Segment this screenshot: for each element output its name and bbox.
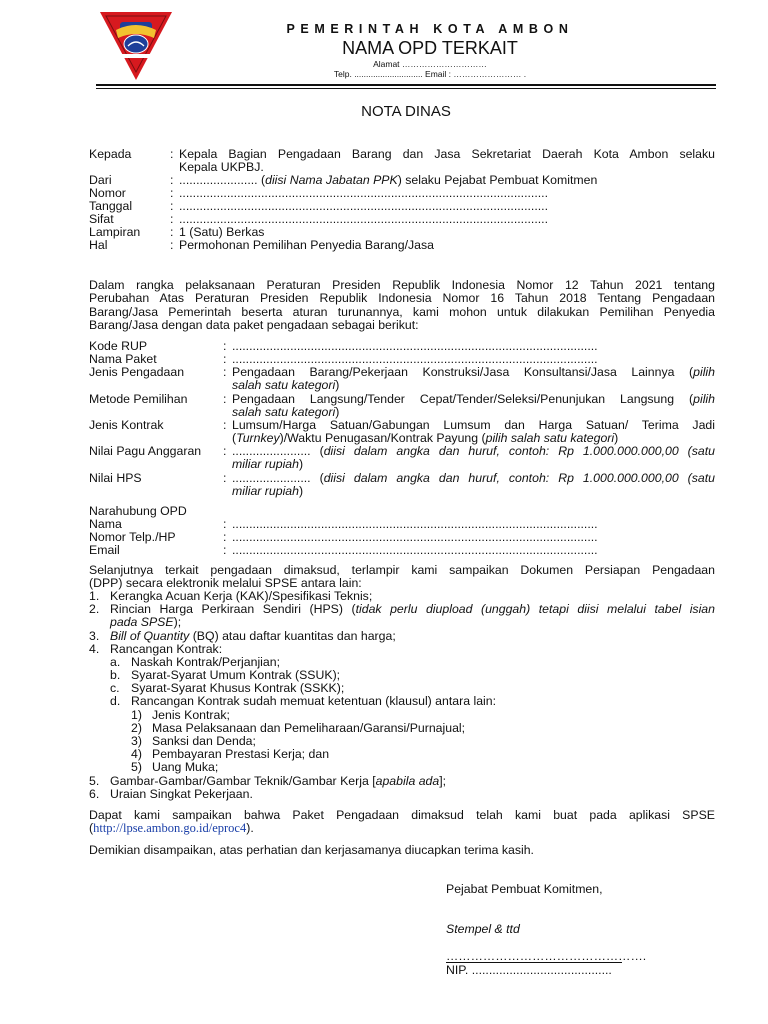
dari-dots: ....................... (179, 173, 258, 187)
item-5: Gambar-Gambar/Gambar Teknik/Gambar Kerja [apabila ada]; (110, 774, 447, 788)
turnkey-text: Turnkey (236, 431, 280, 445)
signer-name-line: …………………………………………. (446, 949, 647, 963)
jenis-kontrak-value: Lumsum/Harga Satuan/Gabungan Lumsum dan Harga Satuan/ Terima Jadi (232, 418, 715, 432)
dari-rest: selaku Pejabat Pembuat Komitmen (405, 173, 598, 187)
signer-title: Pejabat Pembuat Komitmen, (446, 882, 603, 896)
kepada-value: Kepala Bagian Pengadaan Barang dan Jasa Sekretariat Daerah Kota Ambon selaku (179, 147, 715, 161)
colon: : (170, 186, 174, 200)
header-rule-thick (96, 84, 716, 86)
intro-paragraph (89, 279, 715, 333)
telp-dots: ........................................................................................................... (232, 530, 598, 544)
item-4d: Rancangan Kontrak sudah memuat ketentuan (klausul) antara lain: (131, 694, 497, 708)
header-rule-thin (96, 88, 716, 89)
jenis-pengadaan-hint: pilih (693, 365, 715, 379)
dari-hint: diisi Nama Jabatan PPK (265, 173, 398, 187)
kepada-label: Kepada (89, 147, 132, 161)
pagu-dots: ....................... (232, 444, 311, 458)
thanks-line: Demikian disampaikan, atas perhatian dan kerjasamanya diucapkan terima kasih. (89, 843, 534, 857)
nama-paket-label: Nama Paket (89, 352, 157, 366)
colon: : (223, 444, 227, 458)
item-4d4: Pembayaran Prestasi Kerja; dan (152, 747, 330, 761)
intro-line: Barang/Jasa dengan data paket pengadaan sebagai berikut: (89, 318, 419, 333)
pagu-value: ....................... (diisi dalam angka dan huruf, contoh: Rp 1.000.000.000,00 (satu (232, 444, 715, 458)
sub-letter: b. (110, 668, 121, 682)
item-number: 2. (89, 602, 100, 616)
lampiran-label: Lampiran (89, 225, 141, 239)
sub-number: 1) (131, 708, 142, 722)
hal-value: Permohonan Pemilihan Penyedia Barang/Jasa (179, 238, 434, 252)
jenis-kontrak-cont: (Turnkey)/Waktu Penugasan/Kontrak Payung (pilih salah satu kategori) (232, 431, 619, 445)
colon: : (170, 238, 174, 252)
item-number: 3. (89, 629, 100, 643)
item-3-text: (BQ) atau daftar kuantitas dan harga; (189, 629, 396, 643)
hps-hint-cont: miliar rupiah (232, 484, 299, 498)
document-title: NOTA DINAS (361, 103, 451, 120)
sub-letter: c. (110, 681, 120, 695)
nomor-dots: ............................................................................................................ (179, 186, 548, 200)
nama-paket-dots: ........................................................................................................... (232, 352, 598, 366)
sub-number: 2) (131, 721, 142, 735)
narahubung-label: Narahubung OPD (89, 504, 187, 518)
pagu-hint: diisi dalam angka dan huruf, contoh: Rp 1.000.000.000,00 (satu (323, 444, 715, 458)
hps-label: Nilai HPS (89, 471, 142, 485)
colon: : (223, 530, 227, 544)
tanggal-dots: ............................................................................................................ (179, 199, 548, 213)
metode-text: Pengadaan Langsung/Tender Cepat/Tender/Seleksi/Penunjukan Langsung ( (232, 392, 694, 406)
item-2 (110, 603, 715, 616)
item-4d5: Uang Muka; (152, 760, 219, 774)
item-5-hint: apabila ada (375, 774, 440, 788)
documents-intro-line: (DPP) secara elektronik melalui SPSE antara lain: (89, 576, 362, 591)
item-number: 1. (89, 589, 100, 603)
item-4d2: Masa Pelaksanaan dan Pemeliharaan/Garansi/Purnajual; (152, 721, 466, 735)
sub-letter: d. (110, 694, 121, 708)
stamp-note: Stempel & ttd (446, 922, 520, 936)
item-4d1: Jenis Kontrak; (152, 708, 230, 722)
address-line: Alamat ………………………… (373, 59, 487, 69)
colon: : (170, 212, 174, 226)
item-6: Uraian Singkat Pekerjaan. (110, 787, 253, 801)
sub-number: 4) (131, 747, 142, 761)
government-name: PEMERINTAH KOTA AMBON (286, 22, 574, 36)
jenis-pengadaan-hint-cont: salah satu kategori (232, 378, 336, 392)
intro-line: Barang/Jasa Pemerintah beserta aturan turunannya, kami mohon untuk dilakukan Pemilihan Penyedia (89, 304, 715, 319)
email-dots: ........................................................................................................... (232, 543, 598, 557)
kepada-value-cont: Kepala UKPBJ. (179, 160, 264, 174)
item-5-text: Gambar-Gambar/Gambar Teknik/Gambar Kerja [ (110, 774, 376, 788)
documents-intro-line: Selanjutnya terkait pengadaan dimaksud, terlampir kami sampaikan Dokumen Persiapan Pengadaan (89, 563, 715, 577)
telp-label: Nomor Telp./HP (89, 530, 176, 544)
item-4d3: Sanksi dan Denda; (152, 734, 256, 748)
colon: : (223, 339, 227, 353)
pemkot-ambon-emblem (96, 8, 176, 84)
item-2-hint-cont: pada SPSE (110, 615, 174, 629)
lampiran-value: 1 (Satu) Berkas (179, 225, 265, 239)
sub-number: 3) (131, 734, 142, 748)
colon: : (223, 471, 227, 485)
item-2-hint: tidak perlu diupload (unggah) tetapi diisi melalui tabel isian (355, 602, 715, 616)
sifat-label: Sifat (89, 212, 114, 226)
metode-label: Metode Pemilihan (89, 392, 188, 406)
spse-line: Dapat kami sampaikan bahwa Paket Pengadaan dimaksud telah kami buat pada aplikasi SPSE (89, 808, 715, 822)
sub-number: 5) (131, 760, 142, 774)
nomor-label: Nomor (89, 186, 126, 200)
jenis-kontrak-text: )/Waktu Penugasan/Kontrak Payung ( (279, 431, 486, 445)
jenis-pengadaan-cont: salah satu kategori) (232, 378, 340, 392)
telp-email-line: Telp. ............................. Email : …………………… . (333, 69, 527, 79)
jenis-kontrak-hint: pilih salah satu kategori (485, 431, 615, 445)
colon: : (170, 225, 174, 239)
dari-label: Dari (89, 173, 112, 187)
intro-line: Perubahan Atas Peraturan Presiden Republik Indonesia Nomor 16 Tahun 2018 Tentang Pengadaan (89, 291, 715, 306)
hps-hint: diisi dalam angka dan huruf, contoh: Rp 1.000.000.000,00 (satu (323, 471, 715, 485)
signer-nip: NIP. ......................................... (446, 963, 612, 977)
spse-link[interactable]: http://lpse.ambon.go.id/eproc4 (93, 821, 247, 835)
nama-label: Nama (89, 517, 122, 531)
colon: : (223, 392, 227, 406)
dari-value: ....................... (diisi Nama Jabatan PPK) selaku Pejabat Pembuat Komitmen (179, 173, 598, 187)
documents-intro (89, 564, 715, 591)
item-number: 5. (89, 774, 100, 788)
colon: : (170, 173, 174, 187)
metode-hint: pilih (693, 392, 715, 406)
sub-letter: a. (110, 655, 121, 669)
hps-cont: miliar rupiah) (232, 484, 304, 498)
pagu-label: Nilai Pagu Anggaran (89, 444, 202, 458)
item-2-text: Rincian Harga Perkiraan Sendiri (HPS) ( (110, 602, 356, 616)
opd-name: NAMA OPD TERKAIT (342, 38, 518, 58)
item-2-cont: pada SPSE); (110, 615, 182, 629)
item-number: 4. (89, 642, 100, 656)
intro-line: Dalam rangka pelaksanaan Peraturan Presiden Republik Indonesia Nomor 12 Tahun 2021 tentang (89, 278, 715, 292)
hps-dots: ....................... (232, 471, 311, 485)
colon: : (223, 352, 227, 366)
sifat-dots: ............................................................................................................ (179, 212, 548, 226)
tanggal-label: Tanggal (89, 199, 133, 213)
kode-rup-label: Kode RUP (89, 339, 148, 353)
item-4a: Naskah Kontrak/Perjanjian; (131, 655, 281, 669)
nama-dots: ........................................................................................................... (232, 517, 598, 531)
colon: : (223, 543, 227, 557)
colon: : (223, 418, 227, 432)
spse-link-line: (http://lpse.ambon.go.id/eproc4). (89, 821, 254, 835)
hps-value: ....................... (diisi dalam angka dan huruf, contoh: Rp 1.000.000.000,00 (satu (232, 471, 715, 485)
colon: : (170, 147, 174, 161)
item-1: Kerangka Acuan Kerja (KAK)/Spesifikasi Teknis; (110, 589, 373, 603)
item-4: Rancangan Kontrak: (110, 642, 223, 656)
metode-hint-cont: salah satu kategori (232, 405, 336, 419)
colon: : (170, 199, 174, 213)
jenis-kontrak-label: Jenis Kontrak (89, 418, 164, 432)
item-number: 6. (89, 787, 100, 801)
item-4b: Syarat-Syarat Umum Kontrak (SSUK); (131, 668, 341, 682)
hal-label: Hal (89, 238, 108, 252)
pagu-hint-cont: miliar rupiah (232, 457, 299, 471)
metode-cont: salah satu kategori) (232, 405, 340, 419)
email-label: Email (89, 543, 120, 557)
colon: : (223, 517, 227, 531)
colon: : (223, 365, 227, 379)
kode-rup-dots: ........................................................................................................... (232, 339, 598, 353)
jenis-pengadaan-label: Jenis Pengadaan (89, 365, 185, 379)
jenis-pengadaan-text: Pengadaan Barang/Pekerjaan Konstruksi/Jasa Konsultansi/Jasa Lainnya ( (232, 365, 694, 379)
pagu-cont: miliar rupiah) (232, 457, 304, 471)
item-4c: Syarat-Syarat Khusus Kontrak (SSKK); (131, 681, 345, 695)
item-3-italic: Bill of Quantity (110, 629, 190, 643)
